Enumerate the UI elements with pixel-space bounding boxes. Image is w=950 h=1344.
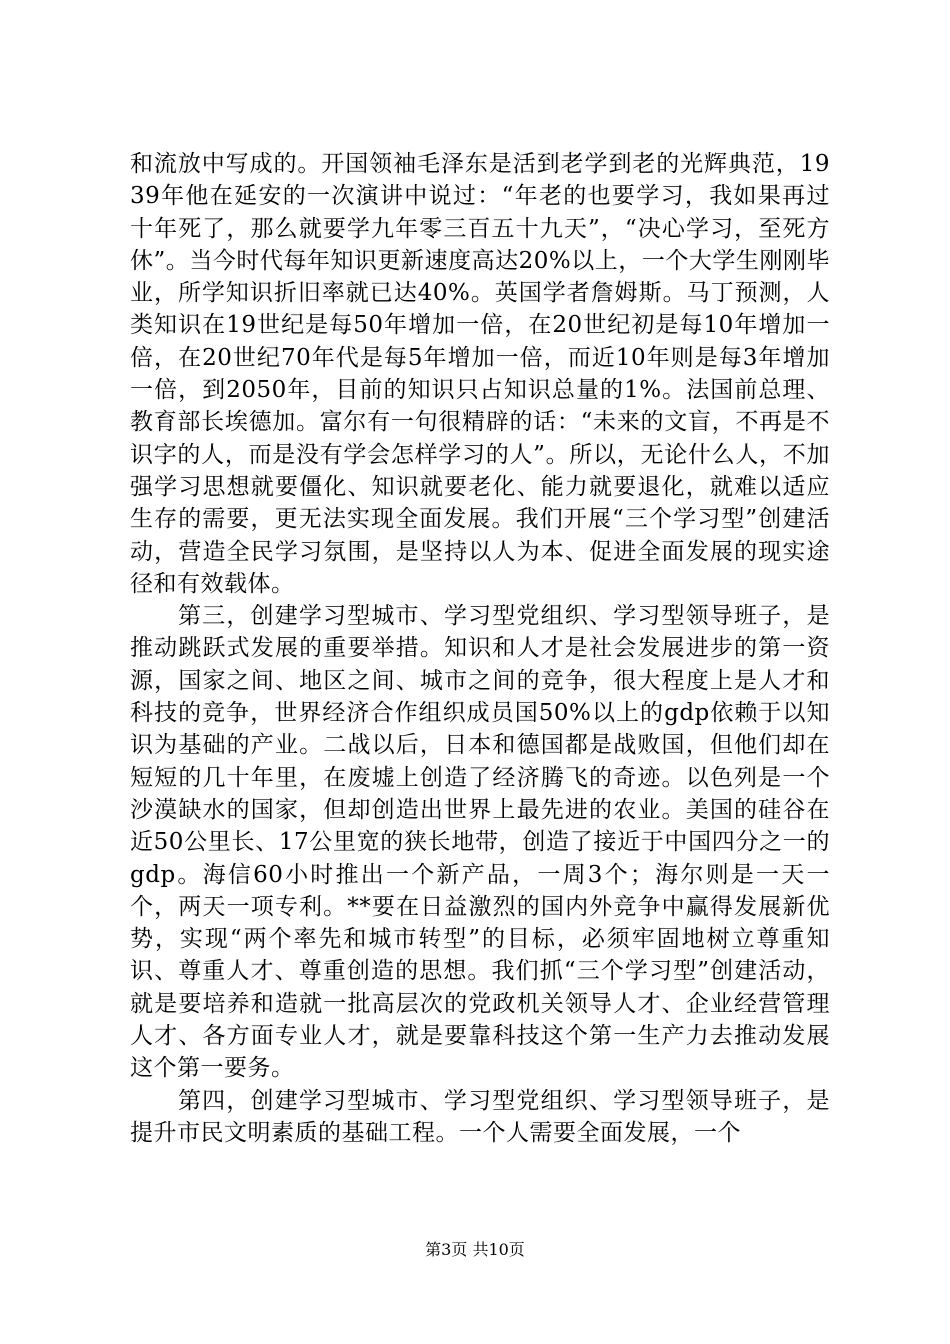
document-body [130, 148, 830, 1149]
paragraph-third-point: 第三，创建学习型城市、学习型党组织、学习型领导班子，是推动跳跃式发展的重要举措。知识和人才是社会发展进步的第一资源，国家之间、地区之间、城市之间的竞争，很大程度上是人才和科技的竞争，世界经济合作组织成员国50%以上的gdp依赖于以知识为基础的产业。二战以后，日本和德国都是战败国，但他们却在短短的几十年里，在废墟上创造了经济腾飞的奇迹。以色列是一个沙漠缺水的国家，但却创造出世界上最先进的农业。美国的硅谷在近50公里长、17公里宽的狭长地带，创造了接近于中国四分之一的gdp。海信60小时推出一个新产品，一周3个；海尔则是一天一个，两天一项专利。**要在日益激烈的国内外竞争中赢得发展新优势，实现“两个率先和城市转型”的目标，必须牢固地树立尊重知识、尊重人才、尊重创造的思想。我们抓“三个学习型”创建活动，就是要培养和造就一批高层次的党政机关领导人才、企业经营管理人才、各方面专业人才，就是要靠科技这个第一生产力去推动发展这个第一要务。 [130, 603, 830, 1082]
paragraph-continuation: 和流放中写成的。开国领袖毛泽东是活到老学到老的光辉典范，1939年他在延安的一次演讲中说过：“年老的也要学习，我如果再过十年死了，那么就要学九年零三百五十九天”，“决心学习，至死方休”。当今时代每年知识更新速度高达20%以上，一个大学生刚刚毕业，所学知识折旧率就已达40%。英国学者詹姆斯。马丁预测，人类知识在19世纪是每50年增加一倍，在20世纪初是每10年增加一倍，在20世纪70年代是每5年增加一倍，而近10年则是每3年增加一倍，到2050年，目前的知识只占知识总量的1%。法国前总理、教育部长埃德加。富尔有一句很精辟的话：“未来的文盲，不再是不识字的人，而是没有学会怎样学习的人”。所以，无论什么人，不加强学习思想就要僵化、知识就要老化、能力就要退化，就难以适应生存的需要，更无法实现全面发展。我们开展“三个学习型”创建活动，营造全民学习氛围，是坚持以人为本、促进全面发展的现实途径和有效载体。 [130, 151, 830, 597]
page-number-footer: 第3页 共10页 [425, 1240, 525, 1259]
paragraph-fourth-point: 第四，创建学习型城市、学习型党组织、学习型领导班子，是提升市民文明素质的基础工程。一个人需要全面发展，一个 [130, 1087, 830, 1146]
